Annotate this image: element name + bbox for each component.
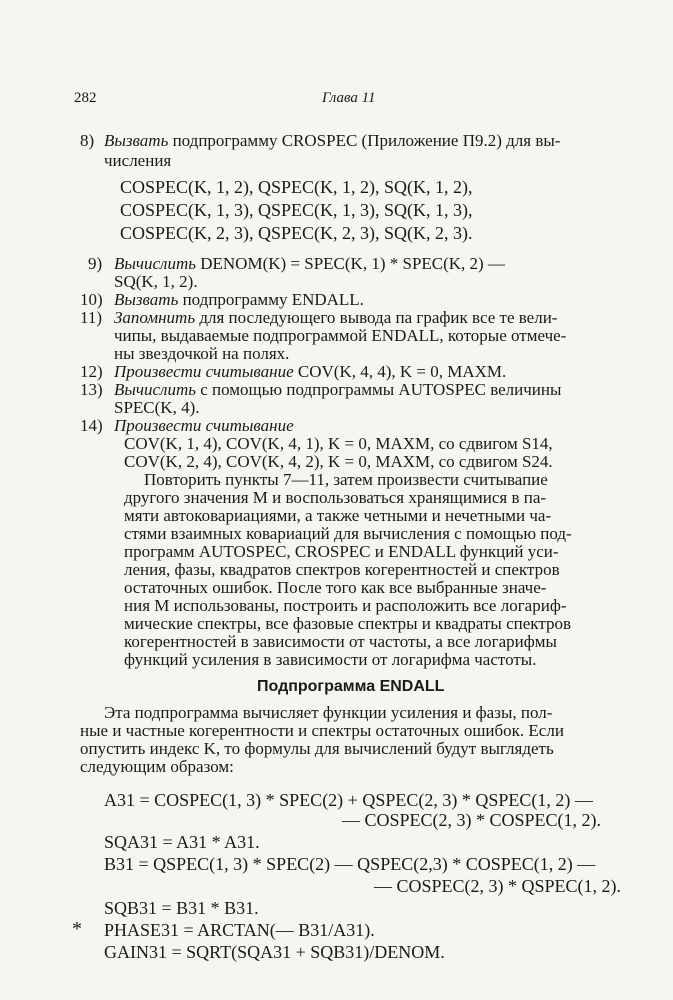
paragraph-line: ния M использованы, построить и расположить все логариф- [124, 596, 567, 615]
item-text-line: SPEC(K, 4). [114, 398, 200, 417]
paragraph-line: Эта подпрограмма вычисляет функции усиления и фазы, пол- [104, 703, 553, 722]
item-text [114, 308, 557, 328]
item-text [114, 380, 561, 400]
item-text-line: SQ(K, 1, 2). [114, 272, 198, 291]
paragraph-line: мяти автоковариациями, а также четными и нечетными ча- [124, 506, 552, 525]
item-text-line: чипы, выдаваемые подпрограммой ENDALL, которые отмече- [114, 326, 567, 345]
list-line: COSPEC(K, 2, 3), QSPEC(K, 2, 3), SQ(K, 2, 3). [120, 223, 473, 243]
item-verb: Вызвать [104, 131, 169, 150]
paragraph-line: стями взаимных ковариаций для вычисления с помощью под- [124, 524, 572, 543]
item-rest: подпрограмму ENDALL. [178, 290, 364, 309]
section-heading: Подпрограмма ENDALL [257, 678, 445, 695]
paragraph-line: когерентностей в зависимости от частоты, а все логарифмы [124, 632, 557, 651]
item-verb: Запомнить [114, 308, 196, 327]
item-rest: для последующего вывода па график все те вели- [195, 308, 558, 327]
paragraph-line: Повторить пункты 7—11, затем произвести считывапие [144, 470, 548, 489]
item-number: 14) [80, 416, 103, 435]
item-verb: Вычислить [114, 254, 196, 273]
item-number: 9) [88, 254, 103, 273]
page-number: 282 [74, 90, 97, 106]
item-text [114, 290, 364, 310]
item-number: 10) [80, 290, 103, 309]
item-text [114, 362, 506, 382]
equation-b31-continued: — COSPEC(2, 3) * QSPEC(1, 2). [374, 876, 622, 896]
item-number: 12) [80, 362, 103, 381]
item-number: 13) [80, 380, 103, 399]
equation-sqb31: SQB31 = B31 * B31. [104, 898, 259, 918]
item-text-line: COV(K, 1, 4), COV(K, 4, 1), K = 0, MAXM, со сдвигом S14, [124, 434, 553, 453]
item-rest: COV(K, 4, 4), K = 0, MAXM. [293, 362, 507, 381]
equation-sqa31: SQA31 = A31 * A31. [104, 832, 260, 852]
equation-b31: B31 = QSPEC(1, 3) * SPEC(2) — QSPEC(2,3) * COSPEC(1, 2) — [104, 854, 596, 874]
item-verb: Произвести считывание [114, 416, 294, 435]
equation-a31: A31 = COSPEC(1, 3) * SPEC(2) + QSPEC(2, 3) * QSPEC(1, 2) — [104, 790, 593, 810]
paragraph-line: следующим образом: [80, 757, 234, 776]
equation-phase31: PHASE31 = ARCTAN(— B31/A31). [104, 920, 375, 940]
item-verb: Вычислить [114, 380, 196, 399]
paragraph-line: остаточных ошибок. После того как все выбранные значе- [124, 578, 547, 597]
item-rest: подпрограмму CROSPEC (Приложение П9.2) для вы- [168, 131, 561, 150]
paragraph-line: мические спектры, все фазовые спектры и квадраты спектров [124, 614, 571, 633]
item-rest: с помощью подпрограммы AUTOSPEC величины [195, 380, 562, 399]
item-text-line: COV(K, 2, 4), COV(K, 4, 2), K = 0, MAXM, со сдвигом S24. [124, 452, 553, 471]
equation-a31-continued: — COSPEC(2, 3) * COSPEC(1, 2). [342, 810, 602, 830]
paragraph-line: опустить индекс K, то формулы для вычислений будут выглядеть [80, 739, 554, 758]
list-line: COSPEC(K, 1, 2), QSPEC(K, 1, 2), SQ(K, 1, 2), [120, 177, 473, 197]
item-rest: DENOM(K) = SPEC(K, 1) * SPEC(K, 2) — [195, 254, 505, 273]
item-text [114, 254, 505, 274]
item-text-line: ны звездочкой на полях. [114, 344, 290, 363]
item-verb: Произвести считывание [114, 362, 294, 381]
item-verb: Вызвать [114, 290, 179, 309]
paragraph-line: другого значения M и воспользоваться хранящимися в па- [124, 488, 547, 507]
paragraph-line: ления, фазы, квадратов спектров когерентностей и спектров [124, 560, 560, 579]
equation-gain31: GAIN31 = SQRT(SQA31 + SQB31)/DENOM. [104, 942, 445, 962]
item-text [104, 131, 560, 151]
list-line: COSPEC(K, 1, 3), QSPEC(K, 1, 3), SQ(K, 1, 3), [120, 200, 473, 220]
paragraph-line: программ AUTOSPEC, CROSPEC и ENDALL функций уси- [124, 542, 559, 561]
item-text-line: числения [104, 151, 172, 170]
item-number: 8) [80, 131, 95, 150]
item-number: 11) [80, 308, 103, 327]
asterisk-marker: * [72, 918, 82, 940]
paragraph-line: функций усиления в зависимости от логарифма частоты. [124, 650, 537, 669]
paragraph-line: ные и частные когерентности и спектры остаточных ошибок. Если [80, 721, 564, 740]
chapter-title: Глава 11 [322, 90, 376, 106]
